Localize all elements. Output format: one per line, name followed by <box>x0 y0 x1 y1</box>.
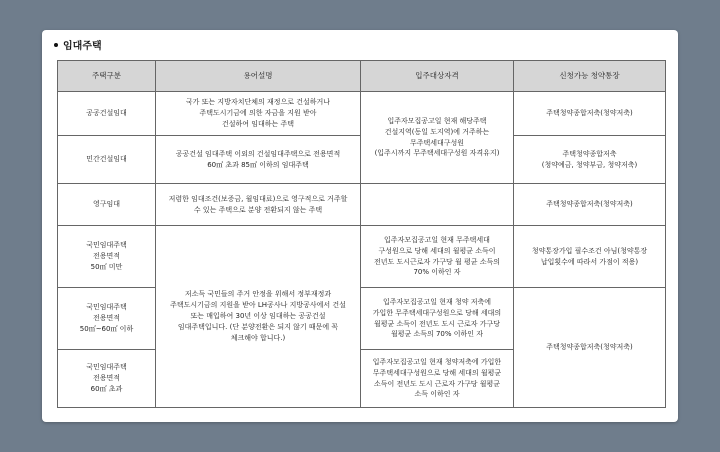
bullet-icon <box>54 43 58 47</box>
description-cell: 저소득 국민들의 주거 안정을 위해서 정부재정과 주택도시기금의 지원을 받아 LH공사나 지방공사에서 건설 또는 매입하여 30년 이상 임대하는 공공건설 임대주택입니다. (단 분양전환은 되지 않기 때문에 꼭 체크해야 합니다.) <box>156 226 361 408</box>
housing-type-cell: 국민임대주택 전용면적 50㎡ 미만 <box>58 226 156 288</box>
account-cell: 청약통장가입 필수조건 아님(청약통장 납입횟수에 따라서 가점이 적용) <box>514 226 666 288</box>
header-account: 신청가능 청약통장 <box>514 61 666 92</box>
table-row <box>58 184 666 226</box>
table-row <box>58 226 666 288</box>
housing-type-cell: 국민임대주택 전용면적 60㎡ 초과 <box>58 350 156 408</box>
housing-type-cell: 영구임대 <box>58 184 156 226</box>
table-row <box>58 288 666 350</box>
section-title: 임대주택 <box>63 41 102 52</box>
description-cell: 저렴한 임대조건(보증금, 월임대료)으로 영구적으로 거주할 수 있는 주택으로 분양 전환되지 않는 주택 <box>156 184 361 226</box>
housing-type-cell: 공공건설임대 <box>58 92 156 136</box>
description-cell: 공공건설 임대주택 이외의 건설임대주택으로 전용면적 60㎡ 초과 85㎡ 이하의 임대주택 <box>156 136 361 184</box>
header-description: 용어설명 <box>156 61 361 92</box>
eligibility-cell <box>361 184 514 226</box>
account-cell: 주택청약종합저축(청약저축) <box>514 184 666 226</box>
section-heading <box>54 37 102 52</box>
rental-housing-table <box>57 60 666 408</box>
eligibility-cell: 입주자모집공고일 현재 청약 저축에 가입한 무주택세대구성원으로 당해 세대의 월평균 소득이 전년도 도시 근로자 가구당 월평균 소득의 70% 이하인 자 <box>361 288 514 350</box>
account-cell: 주택청약종합저축(청약저축) <box>514 92 666 136</box>
account-cell: 주택청약종합저축(청약저축) <box>514 288 666 408</box>
housing-type-cell: 국민임대주택 전용면적 50㎡~60㎡ 이하 <box>58 288 156 350</box>
content-card <box>42 30 678 422</box>
description-cell: 국가 또는 지방자치단체의 재정으로 건설하거나 주택도시기금에 의한 자금을 지원 받아 건설하여 임대하는 주택 <box>156 92 361 136</box>
eligibility-cell: 입주자모집공고일 현재 무주택세대 구성원으로 당해 세대의 월평균 소득이 전년도 도시근로자 가구당 월 평균 소득의 70% 이하인 자 <box>361 226 514 288</box>
header-eligibility: 입주대상자격 <box>361 61 514 92</box>
eligibility-cell: 입주자모집공고일 현재 청약저축에 가입한 무주택세대구성원으로 당해 세대의 월평균 소득이 전년도 도시 근로자 가구당 월평균 소득 이하인 자 <box>361 350 514 408</box>
account-cell: 주택청약종합저축 (청약예금, 청약부금, 청약저축) <box>514 136 666 184</box>
table-row <box>58 92 666 136</box>
table-header-row <box>58 61 666 92</box>
eligibility-cell: 입주자모집공고일 현재 해당주택 건설지역(동일 도지역)에 거주하는 무주택세대구성원 (입주시까지 무주택세대구성원 자격유지) <box>361 92 514 184</box>
header-housing-type: 주택구분 <box>58 61 156 92</box>
housing-type-cell: 민간건설임대 <box>58 136 156 184</box>
